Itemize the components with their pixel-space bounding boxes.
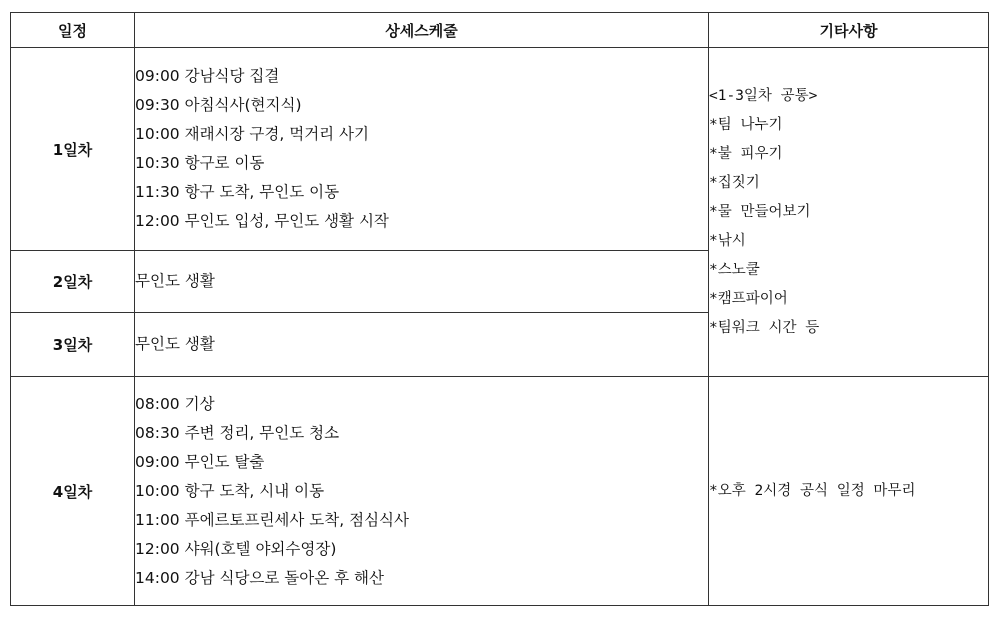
detail-cell-day3	[135, 313, 709, 377]
detail-cell-day4	[135, 377, 709, 606]
schedule-item: 11:30 항구 도착, 무인도 이동	[135, 183, 340, 201]
note-day4: *오후 2시경 공식 일정 마무리	[709, 482, 916, 499]
day-label: 2일차	[11, 251, 135, 313]
table-row-day1	[11, 48, 989, 251]
table-row-day4	[11, 377, 989, 606]
notes-day4-cell	[709, 377, 989, 606]
schedule-item: 10:00 항구 도착, 시내 이동	[135, 481, 325, 500]
schedule-table	[10, 12, 989, 606]
schedule-item: 09:30 아침식사(현지식)	[135, 96, 302, 114]
header-row	[11, 13, 989, 48]
note-item: *불 피우기	[709, 145, 783, 162]
schedule-item: 12:00 무인도 입성, 무인도 생활 시작	[135, 212, 389, 230]
schedule-item: 08:00 기상	[135, 394, 215, 413]
schedule-item: 무인도 생활	[135, 335, 215, 353]
schedule-item: 10:00 재래시장 구경, 먹거리 사기	[135, 125, 370, 143]
schedule-item: 09:00 강남식당 집결	[135, 67, 280, 85]
header-detail: 상세스케줄	[135, 13, 709, 48]
schedule-item: 무인도 생활	[135, 272, 215, 290]
detail-cell-day2	[135, 251, 709, 313]
note-item: *집짓기	[709, 174, 760, 191]
note-item: *팀워크 시간 등	[709, 319, 820, 336]
note-item: *물 만들어보기	[709, 203, 811, 220]
schedule-item: 09:00 무인도 탈출	[135, 452, 265, 471]
day-label: 1일차	[11, 48, 135, 251]
notes-common-cell	[709, 48, 989, 377]
note-item: *낚시	[709, 232, 746, 249]
detail-cell-day1	[135, 48, 709, 251]
schedule-item: 08:30 주변 정리, 무인도 청소	[135, 423, 340, 442]
note-item: *팀 나누기	[709, 116, 783, 133]
note-item: *캠프파이어	[709, 290, 788, 307]
note-item: *스노쿨	[709, 261, 760, 278]
schedule-item: 10:30 항구로 이동	[135, 154, 265, 172]
notes-common-title: <1-3일차 공통>	[709, 87, 818, 104]
day-label: 4일차	[11, 377, 135, 606]
schedule-item: 11:00 푸에르토프린세사 도착, 점심식사	[135, 510, 409, 529]
day-label: 3일차	[11, 313, 135, 377]
schedule-item: 14:00 강남 식당으로 돌아온 후 해산	[135, 568, 384, 587]
header-etc: 기타사항	[709, 13, 989, 48]
header-day: 일정	[11, 13, 135, 48]
schedule-item: 12:00 샤워(호텔 야외수영장)	[135, 539, 337, 558]
